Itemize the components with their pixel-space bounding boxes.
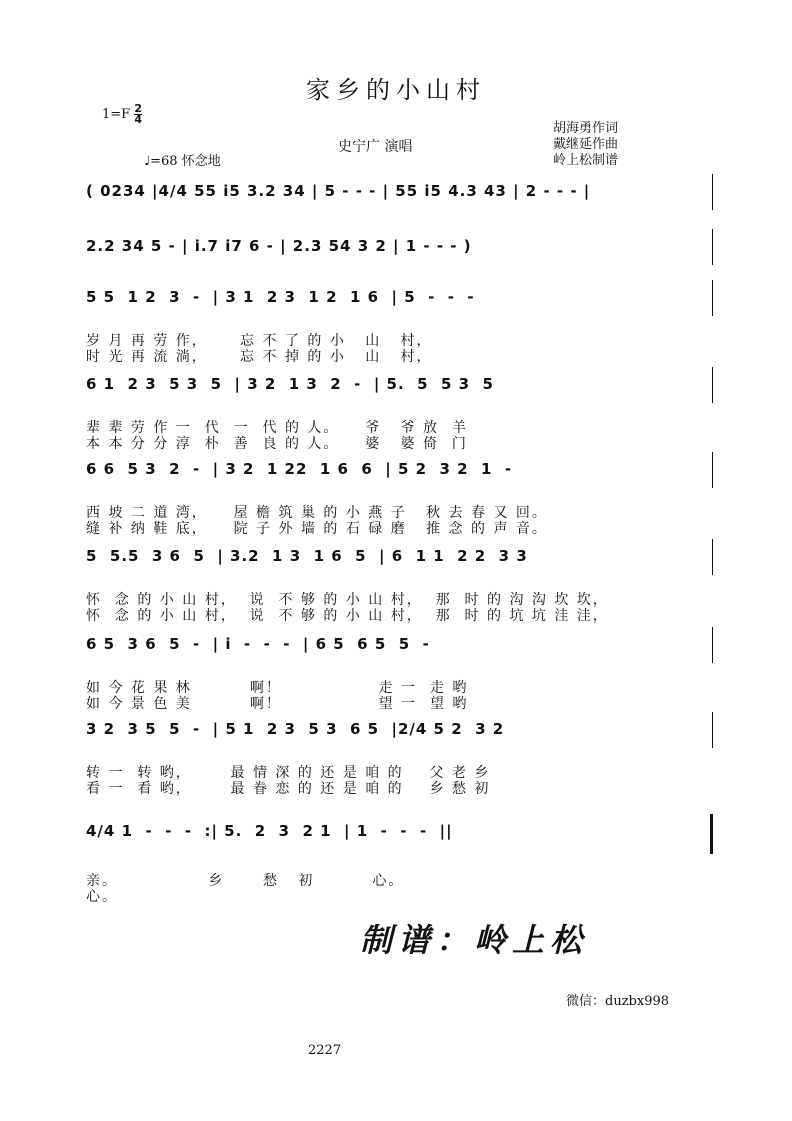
notation-row: 4/4 1 - - - :| 5. 2 3 2 1 | 1 - - - || (86, 822, 453, 840)
time-signature (134, 104, 142, 125)
notation-row: 6 1 2 3 5 3 5 | 3 2 1 3 2 - | 5. 5 5 3 5 (86, 375, 494, 393)
lyric-line: 心。 (86, 889, 118, 905)
bar-line (712, 712, 713, 748)
bar-line (712, 627, 713, 663)
lyric-line: 岁 月 再 劳 作， 忘 不 了 的 小 山 村， (86, 333, 433, 349)
time-sig-num: 2 (134, 102, 142, 115)
lyric-line: 看 一 看 哟， 最 眷 恋 的 还 是 咱 的 乡 愁 初 (86, 781, 491, 797)
lyric-line: 西 坡 二 道 湾， 屋 檐 筑 巢 的 小 燕 子 秋 去 春 又 回。 (86, 505, 548, 521)
notation-row: 3 2 3 5 5 - | 5 1 2 3 5 3 6 5 |2/4 5 2 3 2 (86, 720, 505, 738)
page-number: 2227 (308, 1043, 342, 1058)
lyric-line: 本 本 分 分 淳 朴 善 良 的 人。 婆 婆 倚 门 (86, 436, 468, 452)
lyric-line: 辈 辈 劳 作 一 代 一 代 的 人。 爷 爷 放 羊 (86, 420, 468, 436)
signature: 制谱：岭上松 (360, 921, 589, 959)
song-title: 家乡的小山村 (306, 76, 486, 104)
lyric-line: 时 光 再 流 淌， 忘 不 掉 的 小 山 村， (86, 349, 433, 365)
bar-line (712, 367, 713, 403)
bar-line (712, 452, 713, 488)
lyric-line: 怀 念 的 小 山 村， 说 不 够 的 小 山 村， 那 时 的 坑 坑 洼 洼， (86, 608, 609, 624)
notation-row: 6 6 5 3 2 - | 3 2 1 22 1 6 6 | 5 2 3 2 1 - (86, 460, 513, 478)
lyric-line: 如 今 花 果 林 啊！ 走 一 走 哟 (86, 680, 469, 696)
lyric-line: 如 今 景 色 美 啊！ 望 一 望 哟 (86, 696, 469, 712)
key-text: 1=F (102, 107, 131, 122)
notation-row: 5 5 1 2 3 - | 3 1 2 3 1 2 1 6 | 5 - - - (86, 288, 475, 306)
performer: 史宁广 演唱 (338, 139, 413, 155)
credit-arranger: 岭上松制谱 (553, 153, 619, 168)
lyric-line: 转 一 转 哟， 最 情 深 的 还 是 咱 的 父 老 乡 (86, 765, 491, 781)
key-signature (102, 104, 142, 125)
notation-row: 6 5 3 6 5 - | i - - - | 6 5 6 5 5 - (86, 635, 430, 653)
bar-line (712, 174, 713, 210)
notation-row: 2.2 34 5 - | i.7 i7 6 - | 2.3 54 3 2 | 1 - - - ) (86, 237, 472, 255)
bar-line (712, 280, 713, 316)
tempo-marking: ♩=68 怀念地 (144, 154, 221, 169)
credit-composer: 戴继延作曲 (553, 137, 619, 152)
bar-line (712, 539, 713, 575)
lyric-line: 怀 念 的 小 山 村， 说 不 够 的 小 山 村， 那 时 的 沟 沟 坎 坎， (86, 592, 609, 608)
final-bar-line (710, 814, 713, 854)
lyric-line: 亲。 乡 愁 初 心。 (86, 873, 405, 889)
time-sig-den: 4 (134, 113, 142, 126)
wechat-id: 微信：duzbx998 (566, 994, 670, 1009)
lyric-line: 缝 补 纳 鞋 底， 院 子 外 墙 的 石 碌 磨 推 念 的 声 音。 (86, 521, 548, 537)
bar-line (712, 229, 713, 265)
notation-row: ( 0234 |4/4 55 i5 3.2 34 | 5 - - - | 55 i5 4.3 43 | 2 - - - | (86, 182, 591, 200)
credit-lyricist: 胡海勇作词 (553, 121, 619, 136)
notation-row: 5 5.5 3 6 5 | 3.2 1 3 1 6 5 | 6 1 1 2 2 3 3 (86, 547, 528, 565)
